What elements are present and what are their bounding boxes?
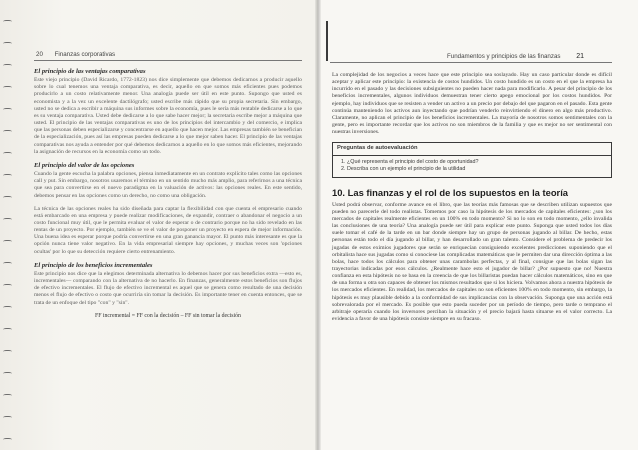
binding-ring: [3, 196, 12, 200]
right-text-column: [332, 72, 612, 329]
body-paragraph: Este viejo principio (David Ricardo, 1772-1823) nos dice simplemente que debemos dedicarnos a producir aquello sobre lo cual tenemos una ventaja comparativa, es decir, aquello en que somos más eficientes pues podemos producirlo a un costo relativamente menor. Una analogía puede ser útil en este punto. Supongo que usted es economista y a la vez un excelente dactilógrafo; usted escribe más rápido que su propia secretaria. Sin embargo, usted no se dedica a escribir a máquina sus informes sobre la economía, pues le sería más rentable dedicarse a lo que es su ventaja comparativa. Usted debe dedicarse a lo que sabe hacer mejor; la secretaria escribe mejor a máquina que usted. El principio de las ventajas comparativas es uno de los principios del intercambio y del comercio, e implica que las personas deben especializarse y concentrarse en aquello que hacen mejor. Las empresas también se benefician de la especialización, pues así las empresas pueden dedicarse a lo que mejor saben hacer. El principio de las ventajas comparativas nos ayuda a entender por qué debemos dedicarnos a aquello en lo que somos más eficientes, mejorando la asignación de recursos en la economía como un todo.: [34, 77, 302, 155]
body-paragraph: Usted podrá observar, conforme avance en el libro, que las teorías más famosas que se describen utilizan supuestos que pueden no parecerle del todo realistas. Tomemos por caso la hipótesis de los mercados de capitales eficientes: ¿son los mercados de capitales realmente eficientes en un 100% en todo momento? Si no lo son en todo momento, ¿ello invalida las conclusiones de una teoría? Una analogía puede ser útil para explicar este punto. Suponga que usted todos los días suele tomar el café de la tarde en un bar donde siempre hay un grupo de personas jugando al billar. De hecho, estas personas están todo el día jugando al billar, y han desarrollado un gran talento. Considere el problema de predecir los jugadas de estos eximios jugadores que serán se enriquecían consiguiendo excelentes predicciones suponiendo que el orbitalista hace sus jugadas como si conociese las complicadas matemáticas que le permiten dar una dirección óptima a las bolas, hace todos los cálculos para obtener unas carambolas perfectas, y al final, consigue que las bolas sigan las trayectorias indicadas por esos cálculos. ¿Realmente hace esto el jugador de billar? ¿Por supuesto que no! Nuestra confianza en esta hipótesis no se basa en la creencia de que los billaristas puedan hacer cálculos matemáticos, sino en que de una forma u otra son capaces de obtener los mismos resultados que si los hiciera. Volvamos ahora a nuestra hipótesis de los mercados eficientes. En realidad, los mercados de capitales no son eficientes 100% en todo momento, sin embargo, la hipótesis es muy plausible debido a la conformidad de sus implicancias con la observación. Suponga que una acción está sobrevalorada por el mercado. Es posible que esto pueda suceder por un período de tiempo, pero tarde o temprano el arbitraje operaría cuando los inversores perciban la situación y el precio bajará hasta situarse en el valor correcto. La evidencia a favor de una hipótesis consiste siempre en su fracaso.: [332, 201, 612, 323]
right-running-title: Fundamentos y principios de las finanzas: [447, 53, 561, 60]
left-text-column: [34, 68, 302, 320]
binding-ring: [3, 20, 12, 24]
left-running-head: [36, 51, 115, 58]
page-gutter: [315, 0, 321, 450]
left-running-title: Finanzas corporativas: [54, 51, 116, 58]
header-rule: [34, 60, 302, 61]
binding-ring: [3, 240, 12, 244]
body-paragraph: Este principio nos dice que la elegimos determinada alternativa lo debemos hacer por sus beneficios extra —esto es, incrementales— comparando con la alternativa de no hacerlo. En finanzas, generalmente estos beneficios son flujos de efectivo incrementales. El flujo de efectivo incremental es aquel que se genera como resultado de una decisión menos el flujo de efectivo o costo que ocurriría sin tomar la decisión. Es importante tener en cuenta entonces, que se trata de un enfoque del tipo "con" y "sin".: [34, 270, 302, 306]
binding-ring: [3, 438, 12, 442]
right-running-head: [447, 53, 584, 60]
section-heading: El principio de las ventajas comparativas: [34, 68, 146, 75]
right-page-number: 21: [576, 53, 585, 60]
binding-ring: [3, 372, 12, 376]
binding-ring: [3, 328, 12, 332]
self-evaluation-question: 2. Describa con un ejemplo el principio de la utilidad: [347, 166, 607, 173]
binding-ring: [3, 152, 12, 156]
binding-ring: [3, 306, 12, 310]
binding-ring: [3, 350, 12, 354]
binding-ring: [3, 174, 12, 178]
binding-ring: [3, 86, 12, 90]
header-rule: [330, 62, 612, 63]
binding-ring: [3, 218, 12, 222]
section-heading: El principio de los beneficios incrementales: [34, 261, 153, 269]
section-title: 10. Las finanzas y el rol de los supuestos en la teoría: [332, 186, 569, 198]
incremental-cashflow-formula: FF incremental = FF con la decisión – FF sin tomar la decisión: [95, 312, 241, 319]
binding-ring: [3, 64, 12, 68]
left-page-number: 20: [36, 51, 43, 58]
self-evaluation-question: 1. ¿Qué representa el principio del costo de oportunidad?: [347, 159, 607, 166]
binding-ring: [3, 262, 12, 266]
binding-ring: [3, 108, 12, 112]
self-evaluation-box: [332, 142, 612, 177]
body-paragraph: La complejidad de los negocios a veces hace que este principio sea soslayado. Hay un caso particular donde es difícil aceptar y aplicar este principio: la existencia de costos hundidos. Un costo hundido es un costo en el que la empresa ha incurrido en el pasado y las decisiones subsiguientes no pueden hacer nada para modificarlo. A pesar del principio de los beneficios incrementales, algunos individuos demuestran tener cierto apego emocional por los costos hundidos. Por ejemplo, hay individuos que se resisten a vender un activo a un precio por debajo del que pagaron en el pasado. Esta gente continúa manteniendo los activos aun inyectando que podrían venderlo reinvirtiendo el dinero en algo más productivo. Claramente, no aplican el principio de los beneficios incrementales. La mayoría de nosotros somos sentimentales con la gente, pero es importante recordar que los activos no son miembros de la familia y que es mejor no ser sentimental con nuestras inversiones.: [332, 72, 612, 136]
binding-ring: [3, 130, 12, 134]
binding-ring: [3, 416, 12, 420]
body-paragraph: La técnica de las opciones reales ha sido diseñada para captar la flexibilidad con que cuenta el empresario cuando está embarcado en una empresa y puede realizar modificaciones, de expandir, contraer o abandonar el negocio a un costo funcional muy útil, que le permita evaluar el valor de esperar o de contrario porque no ha sido revelado en las rentas de un proyecto. Por ejemplo, también se ve el valor de posponer un proyecto en espera de mejor información. Una buena idea es esperar porque podría convertirse en una gran ganancia mayor. El punto más interesante es que la opción nunca tiene valor negativo. En la vida empresarial siempre hay opciones, y muchas veces son 'opciones ocultas' por lo que su detección requiere cierto entrenamiento.: [34, 205, 302, 255]
self-evaluation-title: Preguntas de autoevaluación: [333, 143, 611, 155]
self-evaluation-list: [333, 156, 611, 177]
binding-ring: [3, 42, 12, 46]
section-heading: El principio del valor de las opciones: [34, 161, 135, 169]
body-paragraph: Cuando la gente escucha la palabra opciones, piensa inmediatamente en un contrato explícito tales como las opciones call y put. Sin embargo, nosotros usaremos el término en un sentido mucho más amplio, para referirnos a una técnica que sea para convertirse en el nuevo paradigma en la valuación de activos: las opciones reales. En este sentido, debemos pensar en las opciones como un derecho, no como una obligación.: [34, 171, 302, 199]
binding-ring: [3, 284, 12, 288]
spiral-binding: [3, 20, 13, 440]
binding-ring: [3, 394, 12, 398]
page-edge-mark: [326, 21, 328, 61]
